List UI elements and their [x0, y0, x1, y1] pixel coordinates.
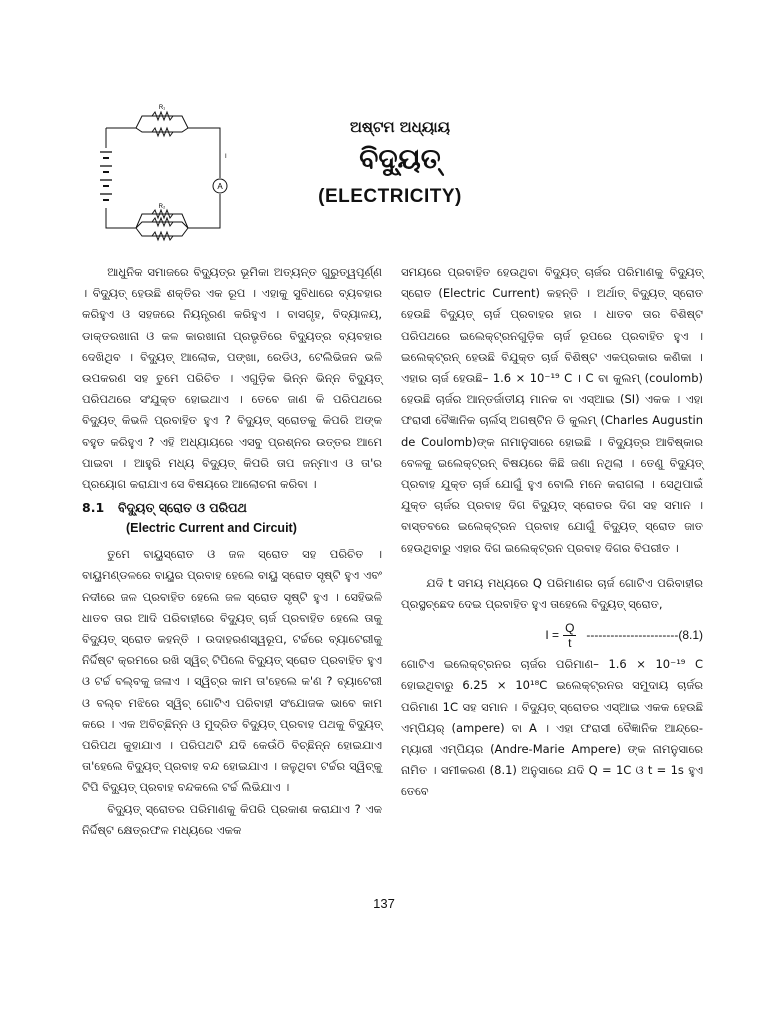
intro-paragraph: ଆଧୁନିକ ସମାଜରେ ବିଦ୍ୟୁତ୍‌ର ଭୂମିକା ଅତ୍ୟନ୍ତ ଗୁରୁତ୍ୱପୂର୍ଣ୍ଣ । ବିଦ୍ୟୁତ୍ ହେଉଛି ଶକ୍ତିର ଏକ ରୂପ । ଏହାକୁ ସୁବିଧାରେ ବ୍ୟବହାର କରିହୁଏ ଓ ସହଜରେ ନିୟନ୍ତ୍ରଣ କରିହୁଏ । ବାସଗୃହ, ବିଦ୍ୟାଳୟ, ଡାକ୍ତରଖାନା ଓ କଳ କାରଖାନା ପ୍ରଭୃତିରେ ବିଦ୍ୟୁତ୍‌ର ବ୍ୟବହାର ଦେଖିଥିବ । ବିଦ୍ୟୁତ୍ ଆଲୋକ, ପଙ୍ଖା, ରେଡିଓ, ଟେଲିଭିଜନ ଭଳି ଉପକରଣ ସହ ତୁମେ ପରିଚିତ । ଏଗୁଡ଼ିକ ଭିନ୍ନ ଭିନ୍ନ ବିଦ୍ୟୁତ୍ ପରିପଥରେ ସଂଯୁକ୍ତ ହୋଇଥାଏ । ତେବେ ଜାଣ କି ପରିପଥରେ ବିଦ୍ୟୁତ୍ କିଭଳି ପ୍ରବାହିତ ହୁଏ ? ବିଦ୍ୟୁତ୍ ସ୍ରୋତକୁ କିପରି ଅଙ୍କ ବହୁତ କରିହୁଏ ? ଏହି ଅଧ୍ୟାୟରେ ଏସବୁ ପ୍ରଶ୍ନର ଉତ୍ତର ଆମେ ପାଇବା । ଆହୁରି ମଧ୍ୟ ବିଦ୍ୟୁତ୍ କିପରି ତାପ ଜନ୍ମାଏ ଓ ତା'ର ପ୍ରୟୋଗ କରାଯାଏ ସେ ବିଷୟରେ ଆଲୋଚନା କରିବା । — [82, 265, 382, 492]
section-title: ବିଦ୍ୟୁତ୍ ସ୍ରୋତ ଓ ପରିପଥ — [118, 500, 247, 516]
equation-8-1 — [401, 621, 703, 650]
right-column — [401, 262, 703, 803]
current-label: I — [225, 154, 227, 160]
chapter-label: ଅଷ୍ଟମ ଅଧ୍ୟାୟ — [350, 118, 450, 136]
battery-icon — [100, 152, 112, 200]
ammeter-label: A — [217, 182, 223, 191]
chapter-title-english: (ELECTRICITY) — [318, 186, 462, 207]
body-paragraph: ଗୋଟିଏ ଇଲେକ୍‌ଟ୍ରନର ଚାର୍ଜର ପରିମାଣ– 1.6 × 10⁻¹⁹ C ହୋଇଥିବାରୁ 6.25 × 10¹⁸C ଇଲେକ୍‌ଟ୍ରନର ସମୁଦାୟ ଚାର୍ଜର ପରିମାଣ 1C ସହ ସମାନ । ବିଦ୍ୟୁତ୍ ସ୍ରୋତର ଏସ୍‌ଆଇ ଏକକ ହେଉଛି ଏମ୍ପିୟର୍ (ampere) ବା A । ଏହା ଫରାସୀ ବୈଜ୍ଞାନିକ ଆନ୍ଦ୍ରେ-ମ୍ୟାରୀ ଏମ୍ପିୟର (Andre-Marie Ampere) ଙ୍କ ନାମନୁସାରେ ନାମିତ । ସମୀକରଣ (8.1) ଅନୁସାରେ ଯଦି Q = 1C ଓ t = 1s ହୁଏ ତେବେ — [401, 657, 703, 799]
body-paragraph: ଯଦି t ସମୟ ମଧ୍ୟରେ Q ପରିମାଣର ଚାର୍ଜ ଗୋଟିଏ ପରିବାହୀର ପ୍ରସ୍ଥଚ୍ଛେଦ ଦେଇ ପ୍ରବାହିତ ହୁଏ ତାହେଲେ ବିଦ୍ୟୁତ୍ ସ୍ରୋତ, — [401, 575, 703, 612]
body-paragraph: ବିଦ୍ୟୁତ୍ ସ୍ରୋତର ପରିମାଣକୁ କିପରି ପ୍ରକାଶ କରାଯାଏ ? ଏକ ନିର୍ଦ୍ଦିଷ୍ଟ କ୍ଷେତ୍ରଫଳ ମଧ୍ୟରେ ଏକକ — [82, 801, 382, 837]
resistor-top-label: R₁ — [158, 105, 166, 111]
equation-denominator: t — [568, 636, 572, 651]
equation-lhs: I = — [545, 628, 560, 643]
section-number: 8.1 — [82, 500, 105, 516]
page-number: 137 — [373, 896, 395, 911]
equation-fraction — [563, 621, 576, 650]
body-paragraph: ତୁମେ ବାୟୁସ୍ରୋତ ଓ ଜଳ ସ୍ରୋତ ସହ ପରିଚିତ । ବାୟୁମଣ୍ଡଳରେ ବାୟୁର ପ୍ରବାହ ହେଲେ ବାୟୁ ସ୍ରୋତ ସୃଷ୍ଟି ହୁଏ ଏବଂ ନଦୀରେ ଜଳ ପ୍ରବାହିତ ହେଲେ ଜଳ ସ୍ରୋତ ସୃଷ୍ଟି ହୁଏ । ସେହିଭଳି ଧାତବ ତାର ଆଦି ପରିବାହୀରେ ବିଦ୍ୟୁତ୍ ଚାର୍ଜ ପ୍ରବାହିତ ହେଲେ ତାକୁ ବିଦ୍ୟୁତ୍ ସ୍ରୋତ କହନ୍ତି । ଉଦାହରଣସ୍ୱରୂପ, ଟର୍ଚ୍ଚରେ ବ୍ୟାଟେରୀକୁ ନିର୍ଦ୍ଦିଷ୍ଟ କ୍ରମରେ ରଖି ସ୍ୱିଚ୍ ଟିପିଲେ ବିଦ୍ୟୁତ୍ ସ୍ରୋତ ପ୍ରବାହିତ ହୁଏ ଓ ଟର୍ଚ୍ଚ ବଲ୍‌ବକୁ ଜଳାଏ । ସ୍ୱିଚ୍‌ର କାମ ତା'ହେଲେ କ'ଣ ? ବ୍ୟାଟେରୀ ଓ ବଲ୍‌ବ ମଝିରେ ସ୍ୱିଚ୍ ଗୋଟିଏ ପରିବାହୀ ସଂଯୋଜକ ଭାବେ କାମ କରେ । ଏକ ଅବିଚ୍ଛିନ୍ନ ଓ ମୁଦ୍ରିତ ବିଦ୍ୟୁତ୍ ପ୍ରବାହ ପଥକୁ ବିଦ୍ୟୁତ୍ ପରିପଥ କୁହାଯାଏ । ପରିପଥଟି ଯଦି କେଉଁଠି ବିଚ୍ଛିନ୍ନ ହୋଇଯାଏ ତା'ହେଲେ ବିଦ୍ୟୁତ୍ ପ୍ରବାହ ବନ୍ଦ ହୋଇଯାଏ । ଜଳୁଥିବା ଟର୍ଚ୍ଚର ସ୍ୱିଚ୍‌କୁ ଟିପି ବିଦ୍ୟୁତ୍ ପ୍ରବାହ ବନ୍ଦକଲେ ଟର୍ଚ୍ଚ ଲିଭିଯାଏ । — [82, 547, 382, 795]
section-title-english: (Electric Current and Circuit) — [126, 521, 297, 536]
resistor-bottom-label: R₂ — [158, 204, 166, 210]
left-column — [82, 262, 382, 841]
circuit-diagram — [92, 98, 242, 248]
body-paragraph: ସମୟରେ ପ୍ରବାହିତ ହେଉଥିବା ବିଦ୍ୟୁତ୍ ଚାର୍ଜର ପରିମାଣକୁ ବିଦ୍ୟୁତ୍ ସ୍ରୋତ (Electric Current) କହନ୍ତି । ଅର୍ଥାତ୍ ବିଦ୍ୟୁତ୍ ସ୍ରୋତ ହେଉଛି ବିଦ୍ୟୁତ୍ ଚାର୍ଜ ପ୍ରବାହର ହାର । ଧାତବ ତାର ବିଶିଷ୍ଟ ପରିପଥରେ ଇଲେକ୍‌ଟ୍ରନଗୁଡ଼ିକ ଚାର୍ଜ ରୂପରେ ପ୍ରବାହିତ ହୁଏ । ଇଲେକ୍‌ଟ୍ରନ୍ ହେଉଛି ବିଯୁକ୍ତ ଚାର୍ଜ ବିଶିଷ୍ଟ ଏକପ୍ରକାର କଣିକା । ଏହାର ଚାର୍ଜ ହେଉଛି– 1.6 × 10⁻¹⁹ C । C ବା କୁଲମ୍ (coulomb) ହେଉଛି ଚାର୍ଜର ଆନ୍ତର୍ଜାତୀୟ ମାନକ ବା ଏସ୍‌ଆଇ (SI) ଏକକ । ଏହା ଫରାସୀ ବୈଜ୍ଞାନିକ ଚାର୍ଲସ୍ ଅଗଷ୍ଟିନ ଡି କୁଲମ୍ (Charles Augustin de Coulomb)ଙ୍କ ନାମାନୁସାରେ ହୋଇଛି । ବିଦ୍ୟୁତ୍‌ର ଆବିଷ୍କାର ବେଳକୁ ଇଲେକ୍‌ଟ୍ରନ୍ ବିଷୟରେ କିଛି ଜଣା ନଥିଲା । ତେଣୁ ବିଦ୍ୟୁତ୍ ପ୍ରବାହ ଯୁକ୍ତ ଚାର୍ଜ ଯୋଗୁଁ ହୁଏ ବୋଲି ମନେ କରାଗଲା । ସେଥିପାଇଁ ଯୁକ୍ତ ଚାର୍ଜର ପ୍ରବାହ ଦିଗ ବିଦ୍ୟୁତ୍ ସ୍ରୋତର ଦିଗ ସହ ସମାନ । ବାସ୍ତବରେ ଇଲେକ୍‌ଟ୍ରନ ପ୍ରବାହ ଯୋଗୁଁ ବିଦ୍ୟୁତ୍ ସ୍ରୋତ ଜାତ ହେଉଥିବାରୁ ଏହାର ଦିଗ ଇଲେକ୍‌ଟ୍ରନ ପ୍ରବାହ ଦିଗର ବିପରୀତ । — [401, 265, 703, 555]
equation-tag: -----------------------(8.1) — [586, 628, 703, 643]
equation-numerator: Q — [565, 621, 575, 636]
section-heading — [82, 498, 382, 518]
chapter-title: ବିଦ୍ୟୁତ୍ — [359, 142, 441, 175]
